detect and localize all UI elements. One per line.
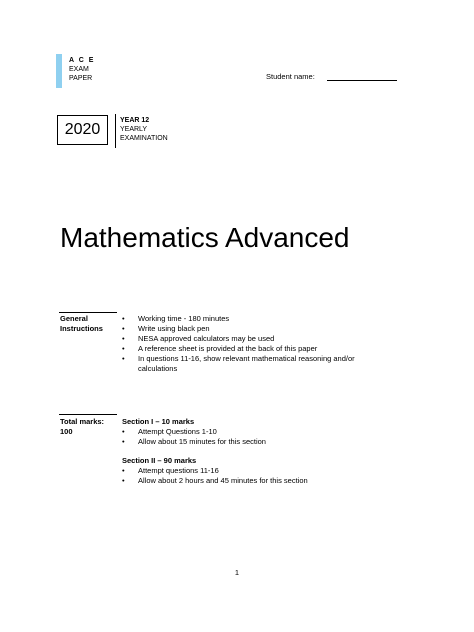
list-item: • Allow about 15 minutes for this section [122, 437, 382, 447]
total-marks-value: 100 [60, 427, 73, 436]
list-item: • Write using black pen [122, 324, 362, 334]
brand-logo-text [69, 56, 95, 83]
student-name-field [266, 72, 397, 81]
general-instructions-list [122, 314, 362, 374]
year-description [120, 116, 168, 143]
exam-type-line-1: YEARLY [120, 126, 148, 133]
list-item: • Attempt Questions 1-10 [122, 427, 382, 437]
section-2-list [122, 466, 382, 486]
general-instructions-label [60, 314, 103, 334]
section-2-heading: Section II – 90 marks [122, 456, 197, 465]
brand-accent-bar [56, 54, 62, 88]
year-level: YEAR 12 [120, 117, 150, 124]
year-divider [115, 114, 116, 148]
section-2 [122, 456, 382, 486]
list-item: • A reference sheet is provided at the back of this paper [122, 344, 362, 354]
list-item: • NESA approved calculators may be used [122, 334, 362, 344]
brand-line-3: PAPER [69, 75, 93, 82]
page-title: Mathematics Advanced [60, 222, 350, 253]
section-1-heading: Section I – 10 marks [122, 417, 195, 426]
section-1-list [122, 427, 382, 447]
page-number: 1 [234, 568, 240, 577]
student-name-label: Student name: [266, 72, 315, 81]
total-marks-label-line-1: Total marks: [60, 417, 105, 426]
exam-type-line-2: EXAMINATION [120, 135, 168, 142]
student-name-blank-line [327, 72, 397, 81]
total-marks-rule [59, 414, 117, 415]
brand-line-2: EXAM [69, 66, 89, 73]
brand-line-1: A C E [69, 57, 95, 64]
general-label-line-2: Instructions [60, 324, 103, 333]
year-box: 2020 [57, 115, 108, 145]
section-1 [122, 417, 382, 447]
list-item: • Working time - 180 minutes [122, 314, 362, 324]
general-label-line-1: General [60, 314, 88, 323]
total-marks-label [60, 417, 104, 437]
general-instructions-rule [59, 312, 117, 313]
list-item: • Allow about 2 hours and 45 minutes for this section [122, 476, 382, 486]
list-item: • In questions 11-16, show relevant mathematical reasoning and/or calculations [122, 354, 362, 374]
list-item: • Attempt questions 11-16 [122, 466, 382, 476]
